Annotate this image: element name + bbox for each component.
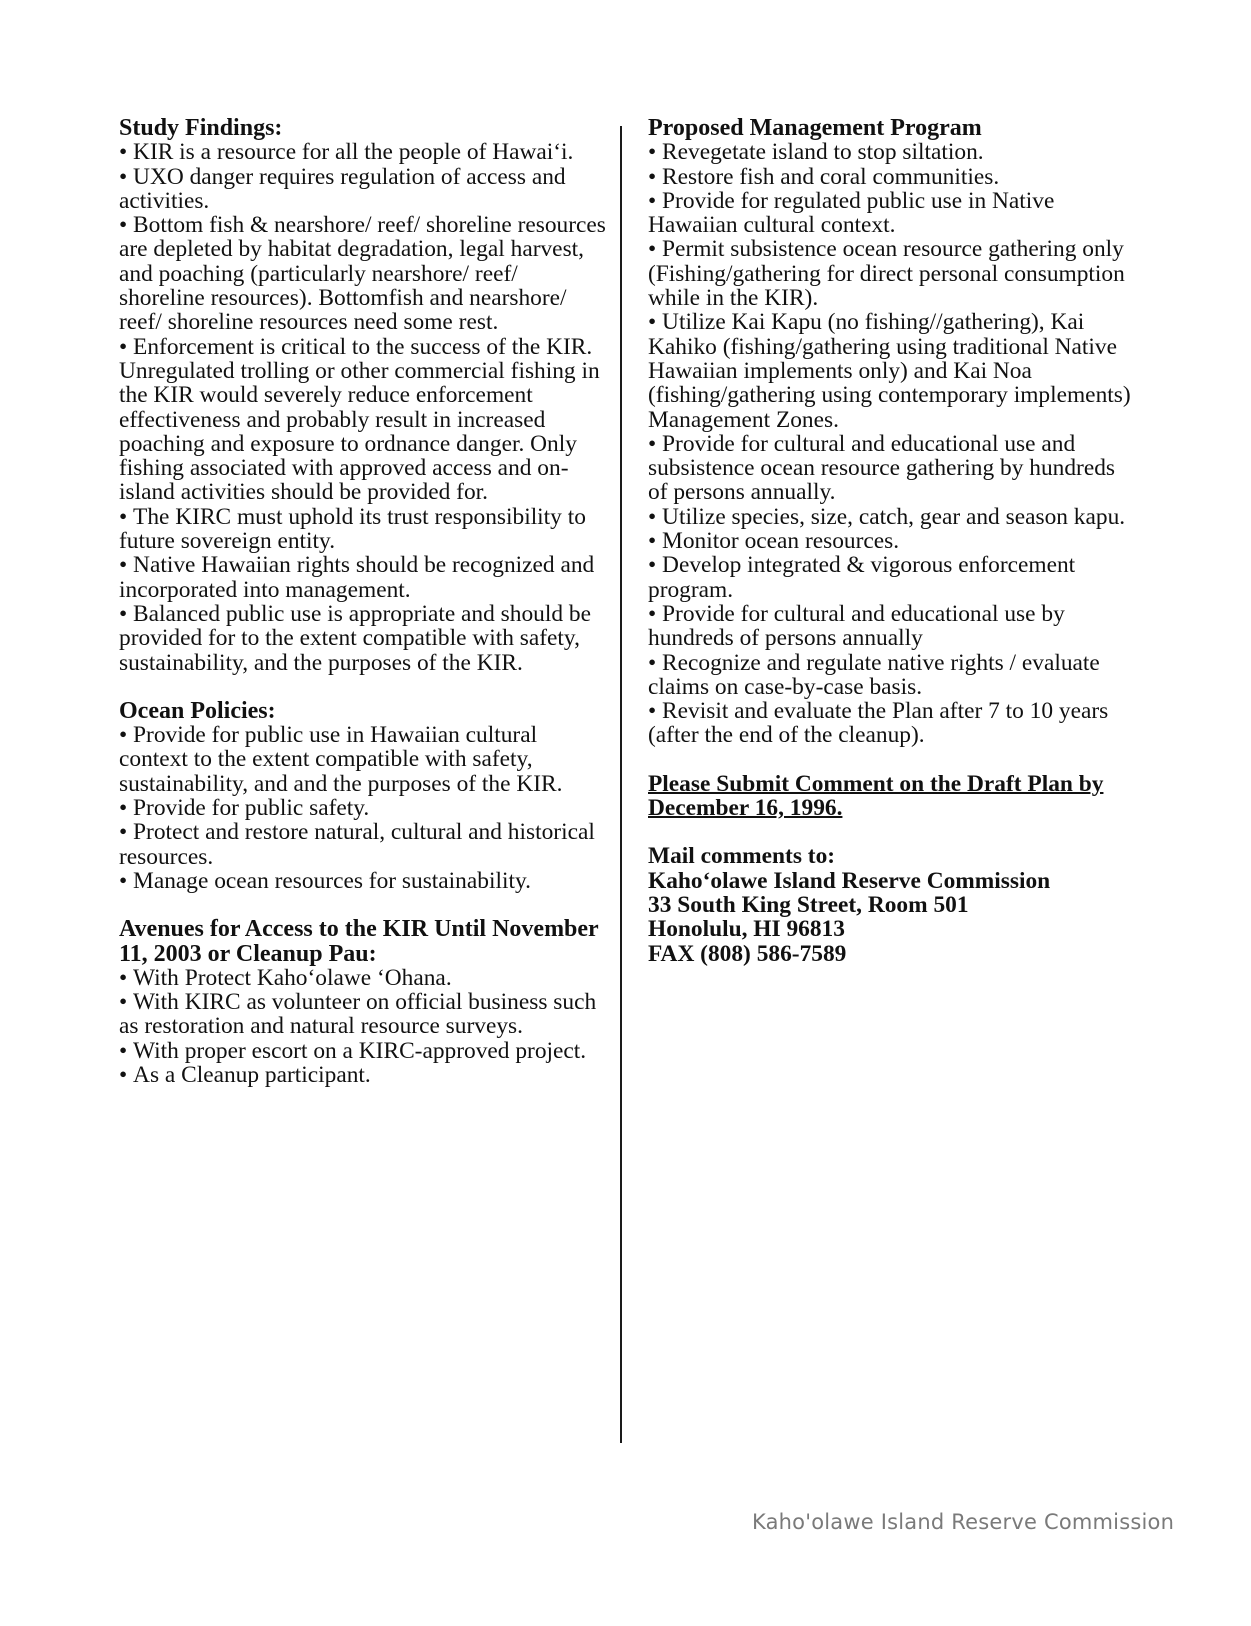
ocean-policies-section (119, 699, 609, 893)
mailing-address (648, 844, 1136, 965)
study-findings-heading: Study Findings: (119, 115, 283, 141)
access-avenues-heading: Avenues for Access to the KIR Until November 11, 2003 or Cleanup Pau: (119, 916, 599, 967)
list-item: • Provide for cultural and educational use by hundreds of persons annually (648, 602, 1136, 651)
list-item: • Native Hawaiian rights should be recognized and incorporated into management. (119, 553, 609, 602)
submit-comment-notice: Please Submit Comment on the Draft Plan by December 16, 1996. (648, 770, 1104, 822)
management-program-heading: Proposed Management Program (648, 115, 982, 141)
list-item: • With Protect Kaho‘olawe ‘Ohana. (119, 966, 609, 990)
list-item: • Recognize and regulate native rights / evaluate claims on case-by-case basis. (648, 651, 1136, 700)
list-item: • Balanced public use is appropriate and should be provided for to the extent compatible with safety, sustainability, and the purposes of the KIR. (119, 602, 609, 675)
list-item: • UXO danger requires regulation of access and activities. (119, 165, 609, 214)
mail-organization: Kaho‘olawe Island Reserve Commission (648, 867, 1051, 894)
list-item: • With KIRC as volunteer on official business such as restoration and natural resource surveys. (119, 990, 609, 1039)
list-item: • Permit subsistence ocean resource gathering only (Fishing/gathering for direct personal consumption while in the KIR). (648, 237, 1136, 310)
right-column (648, 116, 1136, 966)
list-item: • Manage ocean resources for sustainability. (119, 869, 609, 893)
list-item: • Utilize species, size, catch, gear and season kapu. (648, 505, 1136, 529)
study-findings-section (119, 116, 609, 675)
list-item: • Enforcement is critical to the success of the KIR. Unregulated trolling or other commercial fishing in the KIR would severely reduce enforcement effectiveness and probably result in increased poaching and exposure to ordnance danger. Only fishing associated with approved access and on-island activities should be provided for. (119, 335, 609, 505)
list-item: • KIR is a resource for all the people of Hawai‘i. (119, 140, 609, 164)
mail-fax: FAX (808) 586-7589 (648, 940, 847, 967)
list-item: • Protect and restore natural, cultural and historical resources. (119, 820, 609, 869)
mail-street: 33 South King Street, Room 501 (648, 891, 969, 918)
list-item: • Provide for regulated public use in Native Hawaiian cultural context. (648, 189, 1136, 238)
list-item: • Revisit and evaluate the Plan after 7 to 10 years (after the end of the cleanup). (648, 699, 1136, 748)
column-divider (620, 126, 622, 1443)
management-program-section (648, 116, 1136, 748)
mail-label: Mail comments to: (648, 843, 836, 870)
list-item: • The KIRC must uphold its trust responsibility to future sovereign entity. (119, 505, 609, 554)
list-item: • With proper escort on a KIRC-approved project. (119, 1039, 609, 1063)
list-item: • Bottom fish & nearshore/ reef/ shoreline resources are depleted by habitat degradation, legal harvest, and poaching (particularly nearshore/ reef/ shoreline resources). Bottomfish and nearshore/ reef/ shoreline resources need some rest. (119, 213, 609, 334)
watermark: Kaho'olawe Island Reserve Commission (752, 1510, 1175, 1534)
list-item: • Utilize Kai Kapu (no fishing//gathering), Kai Kahiko (fishing/gathering using traditional Native Hawaiian implements only) and Kai Noa (fishing/gathering using contemporary implements) Management Zones. (648, 310, 1136, 431)
list-item: • Develop integrated & vigorous enforcement program. (648, 553, 1136, 602)
list-item: • Provide for public safety. (119, 796, 609, 820)
list-item: • Monitor ocean resources. (648, 529, 1136, 553)
list-item: • Revegetate island to stop siltation. (648, 140, 1136, 164)
left-column (119, 116, 609, 1111)
list-item: • Provide for public use in Hawaiian cultural context to the extent compatible with safety, sustainability, and and the purposes of the KIR. (119, 723, 609, 796)
list-item: • Provide for cultural and educational use and subsistence ocean resource gathering by hundreds of persons annually. (648, 432, 1136, 505)
mail-city: Honolulu, HI 96813 (648, 916, 845, 943)
ocean-policies-heading: Ocean Policies: (119, 697, 276, 724)
list-item: • Restore fish and coral communities. (648, 165, 1136, 189)
access-avenues-section (119, 917, 609, 1087)
list-item: • As a Cleanup participant. (119, 1063, 609, 1087)
